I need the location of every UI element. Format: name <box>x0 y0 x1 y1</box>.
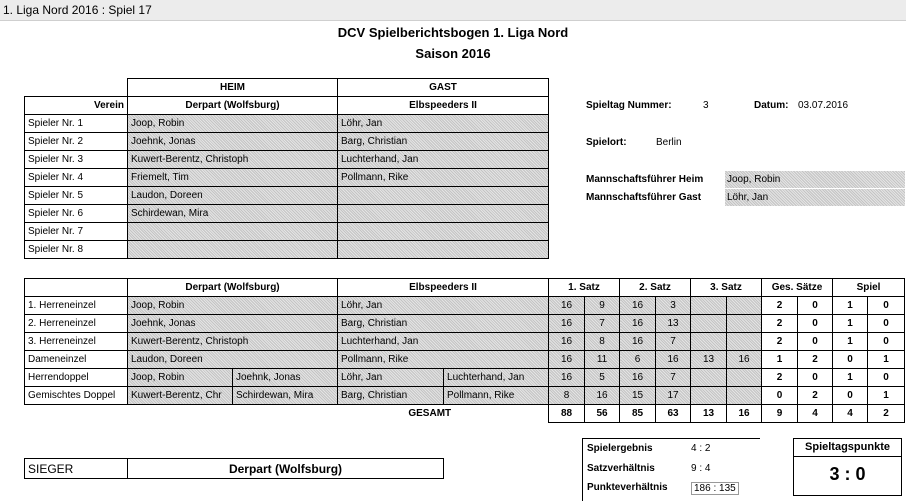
discipline-label: Herrendoppel <box>25 369 128 387</box>
gast-player <box>338 223 549 241</box>
player-row <box>25 151 549 169</box>
heim-player: Kuwert-Berentz, Christoph <box>128 151 338 169</box>
ges-saetze-gast: 0 <box>798 333 833 351</box>
mf-gast-label: Mannschaftsführer Gast <box>586 192 702 203</box>
result-row <box>25 351 905 369</box>
satz1-gast: 9 <box>585 297 620 315</box>
player-row <box>25 169 549 187</box>
gast-player-2: Pollmann, Rike <box>444 387 549 405</box>
ges-saetze-heim: 0 <box>762 387 798 405</box>
total-s1-gast: 56 <box>585 405 620 423</box>
heim-player <box>128 241 338 259</box>
spielergebnis-label: Spielergebnis <box>587 443 653 454</box>
ges-saetze-gast: 2 <box>798 351 833 369</box>
spieltagspunkte-box <box>793 438 902 496</box>
satz3-heim <box>691 297 727 315</box>
discipline-label: Dameneinzel <box>25 351 128 369</box>
gast-player <box>338 187 549 205</box>
results-gast-header: Elbspeeders II <box>338 279 549 297</box>
satz3-heim <box>691 387 727 405</box>
satz2-heim: 16 <box>620 315 656 333</box>
spieltag-value: 3 <box>703 100 709 111</box>
spiel-heim: 0 <box>833 387 868 405</box>
mf-heim-value: Joop, Robin <box>725 171 905 188</box>
gast-player-2: Luchterhand, Jan <box>444 369 549 387</box>
result-row <box>25 297 905 315</box>
spiel-heim: 1 <box>833 315 868 333</box>
satz3-gast <box>727 333 762 351</box>
heim-header: HEIM <box>128 79 338 97</box>
gast-player: Pollmann, Rike <box>338 169 549 187</box>
spiel-heim: 1 <box>833 297 868 315</box>
ges-saetze-gast: 0 <box>798 297 833 315</box>
satz3-heim <box>691 333 727 351</box>
gast-player-1: Löhr, Jan <box>338 297 549 315</box>
heim-team-name: Derpart (Wolfsburg) <box>128 97 338 115</box>
window-title: 1. Liga Nord 2016 : Spiel 17 <box>0 0 906 21</box>
satz2-heim: 15 <box>620 387 656 405</box>
satz3-gast <box>727 315 762 333</box>
player-row <box>25 133 549 151</box>
satz2-heim: 6 <box>620 351 656 369</box>
satz1-heim: 8 <box>549 387 585 405</box>
ges-saetze-heim: 2 <box>762 369 798 387</box>
results-table <box>24 278 905 423</box>
spiel-gast: 0 <box>868 297 905 315</box>
spiel-gast: 0 <box>868 315 905 333</box>
satz2-gast: 7 <box>656 369 691 387</box>
total-s3-heim: 13 <box>691 405 727 423</box>
satz2-heim: 16 <box>620 369 656 387</box>
total-spiel-gast: 2 <box>868 405 905 423</box>
spielergebnis-value: 4 : 2 <box>691 443 711 454</box>
page-subtitle: Saison 2016 <box>415 46 491 61</box>
spiel-gast: 0 <box>868 369 905 387</box>
player-number-label: Spieler Nr. 5 <box>25 187 128 205</box>
gast-player <box>338 241 549 259</box>
satz1-header: 1. Satz <box>549 279 620 297</box>
heim-player-1: Joop, Robin <box>128 369 233 387</box>
satz2-gast: 13 <box>656 315 691 333</box>
result-row <box>25 369 905 387</box>
teams-table <box>24 78 549 259</box>
heim-player-1: Kuwert-Berentz, Chr <box>128 387 233 405</box>
heim-player <box>128 223 338 241</box>
satz1-gast: 5 <box>585 369 620 387</box>
ges-saetze-heim: 1 <box>762 351 798 369</box>
satz3-gast <box>727 369 762 387</box>
ges-saetze-gast: 2 <box>798 387 833 405</box>
satz3-heim <box>691 315 727 333</box>
satz2-gast: 16 <box>656 351 691 369</box>
discipline-label: 1. Herreneinzel <box>25 297 128 315</box>
heim-player: Friemelt, Tim <box>128 169 338 187</box>
heim-player-2: Joehnk, Jonas <box>233 369 338 387</box>
satz1-gast: 16 <box>585 387 620 405</box>
heim-player: Joop, Robin <box>128 115 338 133</box>
gast-player-1: Barg, Christian <box>338 387 444 405</box>
mf-gast-value: Löhr, Jan <box>725 189 905 206</box>
sieger-box <box>24 458 444 479</box>
player-number-label: Spieler Nr. 6 <box>25 205 128 223</box>
satz3-heim: 13 <box>691 351 727 369</box>
result-row <box>25 387 905 405</box>
gast-player: Luchterhand, Jan <box>338 151 549 169</box>
gesamt-label: GESAMT <box>408 408 452 420</box>
result-row <box>25 333 905 351</box>
gast-player: Löhr, Jan <box>338 115 549 133</box>
gast-player-1: Pollmann, Rike <box>338 351 549 369</box>
satz1-heim: 16 <box>549 351 585 369</box>
discipline-label: Gemischtes Doppel <box>25 387 128 405</box>
satz3-gast: 16 <box>727 351 762 369</box>
heim-player: Schirdewan, Mira <box>128 205 338 223</box>
satz2-gast: 17 <box>656 387 691 405</box>
discipline-label: 2. Herreneinzel <box>25 315 128 333</box>
satz2-gast: 7 <box>656 333 691 351</box>
satz2-header: 2. Satz <box>620 279 691 297</box>
heim-player-1: Laudon, Doreen <box>128 351 338 369</box>
player-number-label: Spieler Nr. 8 <box>25 241 128 259</box>
total-s1-heim: 88 <box>549 405 585 423</box>
heim-player-1: Kuwert-Berentz, Christoph <box>128 333 338 351</box>
sieger-value: Derpart (Wolfsburg) <box>128 459 444 479</box>
player-number-label: Spieler Nr. 7 <box>25 223 128 241</box>
gast-player <box>338 205 549 223</box>
satz1-gast: 8 <box>585 333 620 351</box>
satzverhaeltnis-label: Satzverhältnis <box>587 463 655 474</box>
heim-player-1: Joop, Robin <box>128 297 338 315</box>
satz1-heim: 16 <box>549 297 585 315</box>
gast-player-1: Löhr, Jan <box>338 369 444 387</box>
satz1-heim: 16 <box>549 369 585 387</box>
ges-saetze-gast: 0 <box>798 369 833 387</box>
spiel-header: Spiel <box>833 279 905 297</box>
spielort-label: Spielort: <box>586 137 627 148</box>
player-number-label: Spieler Nr. 4 <box>25 169 128 187</box>
datum-label: Datum: <box>754 100 789 111</box>
punkteverhaeltnis-value: 186 : 135 <box>691 482 739 495</box>
satz2-gast: 3 <box>656 297 691 315</box>
player-row <box>25 205 549 223</box>
spieltagspunkte-label: Spieltagspunkte <box>794 439 901 457</box>
satz1-heim: 16 <box>549 333 585 351</box>
ges-saetze-header: Ges. Sätze <box>762 279 833 297</box>
total-spiel-heim: 4 <box>833 405 868 423</box>
satz3-gast <box>727 297 762 315</box>
gast-player-1: Luchterhand, Jan <box>338 333 549 351</box>
satz1-gast: 7 <box>585 315 620 333</box>
player-number-label: Spieler Nr. 3 <box>25 151 128 169</box>
satz3-heim <box>691 369 727 387</box>
discipline-label: 3. Herreneinzel <box>25 333 128 351</box>
datum-value: 03.07.2016 <box>798 100 849 111</box>
ges-saetze-heim: 2 <box>762 333 798 351</box>
gast-header: GAST <box>338 79 549 97</box>
spiel-heim: 1 <box>833 333 868 351</box>
ges-saetze-heim: 2 <box>762 315 798 333</box>
spiel-gast: 0 <box>868 333 905 351</box>
satz3-gast <box>727 387 762 405</box>
total-s2-gast: 63 <box>656 405 691 423</box>
gast-team-name: Elbspeeders II <box>338 97 549 115</box>
satz1-heim: 16 <box>549 315 585 333</box>
total-ges-heim: 9 <box>762 405 798 423</box>
satz1-gast: 11 <box>585 351 620 369</box>
mf-heim-label: Mannschaftsführer Heim <box>586 174 704 185</box>
total-s2-heim: 85 <box>620 405 656 423</box>
sieger-label: SIEGER <box>25 459 128 479</box>
page-title: DCV Spielberichtsbogen 1. Liga Nord <box>337 25 569 40</box>
result-row <box>25 315 905 333</box>
satzverhaeltnis-value: 9 : 4 <box>691 463 711 474</box>
player-row <box>25 187 549 205</box>
verein-label: Verein <box>25 97 128 115</box>
player-row <box>25 115 549 133</box>
player-number-label: Spieler Nr. 2 <box>25 133 128 151</box>
player-number-label: Spieler Nr. 1 <box>25 115 128 133</box>
punkteverhaeltnis-label: Punkteverhältnis <box>587 482 668 493</box>
heim-player-2: Schirdewan, Mira <box>233 387 338 405</box>
total-ges-gast: 4 <box>798 405 833 423</box>
spieltag-label: Spieltag Nummer: <box>586 100 672 111</box>
player-row <box>25 223 549 241</box>
spiel-heim: 0 <box>833 351 868 369</box>
heim-player: Joehnk, Jonas <box>128 133 338 151</box>
spiel-gast: 1 <box>868 387 905 405</box>
heim-player-1: Joehnk, Jonas <box>128 315 338 333</box>
satz2-heim: 16 <box>620 297 656 315</box>
player-row <box>25 241 549 259</box>
ges-saetze-gast: 0 <box>798 315 833 333</box>
spiel-heim: 1 <box>833 369 868 387</box>
gast-player: Barg, Christian <box>338 133 549 151</box>
satz2-heim: 16 <box>620 333 656 351</box>
spielort-value: Berlin <box>656 137 682 148</box>
total-s3-gast: 16 <box>727 405 762 423</box>
gast-player-1: Barg, Christian <box>338 315 549 333</box>
satz3-header: 3. Satz <box>691 279 762 297</box>
ges-saetze-heim: 2 <box>762 297 798 315</box>
spiel-gast: 1 <box>868 351 905 369</box>
heim-player: Laudon, Doreen <box>128 187 338 205</box>
spieltagspunkte-value: 3 : 0 <box>829 464 866 484</box>
results-heim-header: Derpart (Wolfsburg) <box>128 279 338 297</box>
